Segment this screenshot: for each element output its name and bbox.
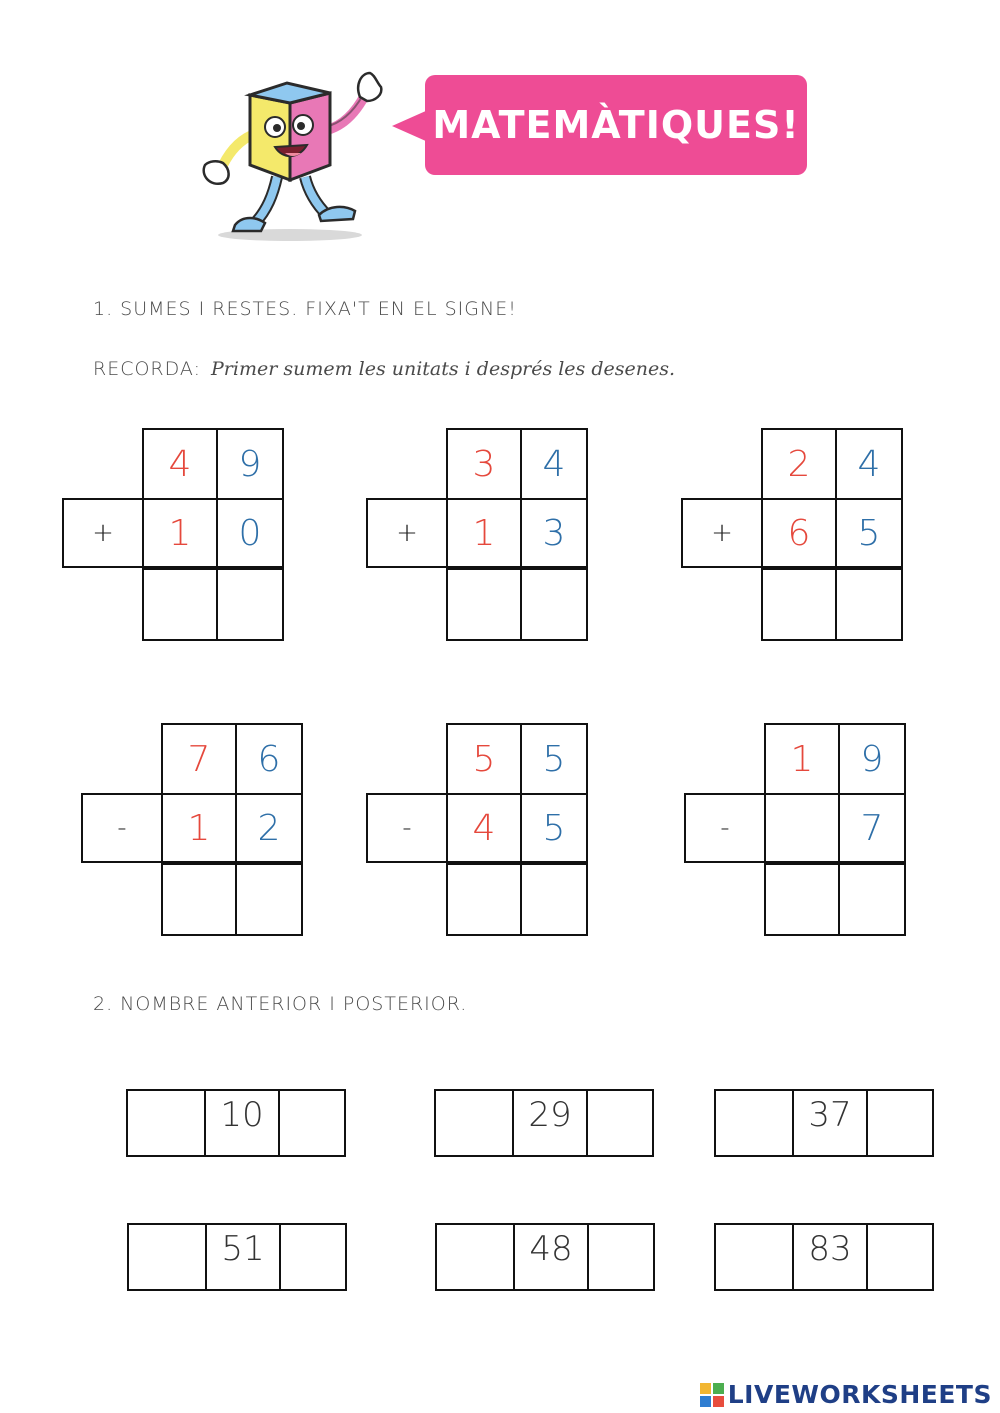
bottom-tens: 6 — [761, 498, 837, 568]
result-tens-input[interactable] — [764, 863, 840, 936]
bottom-tens: 1 — [446, 498, 522, 568]
reminder-label: RECORDA: — [93, 358, 201, 380]
bottom-units: 0 — [216, 498, 284, 568]
sequence-row-5 — [435, 1223, 655, 1291]
operation-sign: - — [366, 793, 448, 863]
title-speech-bubble — [425, 75, 807, 175]
bottom-units: 5 — [835, 498, 903, 568]
reminder — [93, 358, 675, 380]
sequence-row-2 — [434, 1089, 654, 1157]
sequence-row-1 — [126, 1089, 346, 1157]
after-input[interactable] — [589, 1225, 653, 1289]
brand-name: LIVEWORKSHEETS — [727, 1380, 992, 1409]
top-tens: 1 — [764, 723, 840, 795]
given-number: 51 — [207, 1225, 281, 1289]
page-title: MATEMÀTIQUES! — [432, 103, 800, 147]
reminder-text: Primer sumem les unitats i després les desenes. — [211, 358, 676, 380]
top-units: 5 — [520, 723, 588, 795]
bottom-tens: 4 — [446, 793, 522, 863]
before-input[interactable] — [128, 1091, 206, 1155]
before-input[interactable] — [716, 1225, 794, 1289]
result-tens-input[interactable] — [446, 863, 522, 936]
result-units-input[interactable] — [520, 568, 588, 641]
result-units-input[interactable] — [216, 568, 284, 641]
sequence-row-3 — [714, 1089, 934, 1157]
speech-bubble-tail — [392, 110, 428, 142]
operation-5 — [366, 723, 588, 936]
liveworksheets-logo-icon — [700, 1383, 724, 1407]
top-units: 9 — [216, 428, 284, 500]
top-units: 9 — [838, 723, 906, 795]
exercise-1-instruction: 1. SUMES I RESTES. FIXA'T EN EL SIGNE! — [93, 298, 517, 320]
result-tens-input[interactable] — [161, 863, 237, 936]
top-tens: 7 — [161, 723, 237, 795]
result-tens-input[interactable] — [446, 568, 522, 641]
result-units-input[interactable] — [838, 863, 906, 936]
operation-sign: + — [366, 498, 448, 568]
operation-sign: + — [62, 498, 144, 568]
before-input[interactable] — [716, 1091, 794, 1155]
bottom-tens-input[interactable] — [764, 793, 840, 863]
before-input[interactable] — [437, 1225, 515, 1289]
given-number: 37 — [794, 1091, 868, 1155]
top-tens: 3 — [446, 428, 522, 500]
given-number: 10 — [206, 1091, 280, 1155]
result-tens-input[interactable] — [761, 568, 837, 641]
bottom-units: 5 — [520, 793, 588, 863]
operation-6 — [684, 723, 906, 936]
top-tens: 5 — [446, 723, 522, 795]
result-units-input[interactable] — [835, 568, 903, 641]
sequence-row-4 — [127, 1223, 347, 1291]
top-tens: 2 — [761, 428, 837, 500]
given-number: 83 — [794, 1225, 868, 1289]
before-input[interactable] — [436, 1091, 514, 1155]
cube-mascot-illustration — [195, 65, 390, 245]
top-units: 4 — [520, 428, 588, 500]
bottom-units: 3 — [520, 498, 588, 568]
after-input[interactable] — [588, 1091, 652, 1155]
operation-sign: - — [684, 793, 766, 863]
operation-sign: - — [81, 793, 163, 863]
after-input[interactable] — [868, 1225, 932, 1289]
given-number: 48 — [515, 1225, 589, 1289]
operation-4 — [81, 723, 303, 936]
top-units: 6 — [235, 723, 303, 795]
result-tens-input[interactable] — [142, 568, 218, 641]
liveworksheets-logo[interactable] — [700, 1380, 992, 1409]
top-units: 4 — [835, 428, 903, 500]
before-input[interactable] — [129, 1225, 207, 1289]
after-input[interactable] — [868, 1091, 932, 1155]
bottom-units: 7 — [838, 793, 906, 863]
bottom-units: 2 — [235, 793, 303, 863]
result-units-input[interactable] — [235, 863, 303, 936]
given-number: 29 — [514, 1091, 588, 1155]
operation-1 — [62, 428, 284, 641]
sequence-row-6 — [714, 1223, 934, 1291]
after-input[interactable] — [280, 1091, 344, 1155]
after-input[interactable] — [281, 1225, 345, 1289]
top-tens: 4 — [142, 428, 218, 500]
bottom-tens: 1 — [161, 793, 237, 863]
result-units-input[interactable] — [520, 863, 588, 936]
operation-3 — [681, 428, 903, 641]
exercise-2-instruction: 2. NOMBRE ANTERIOR I POSTERIOR. — [93, 993, 468, 1015]
operation-2 — [366, 428, 588, 641]
operation-sign: + — [681, 498, 763, 568]
bottom-tens: 1 — [142, 498, 218, 568]
